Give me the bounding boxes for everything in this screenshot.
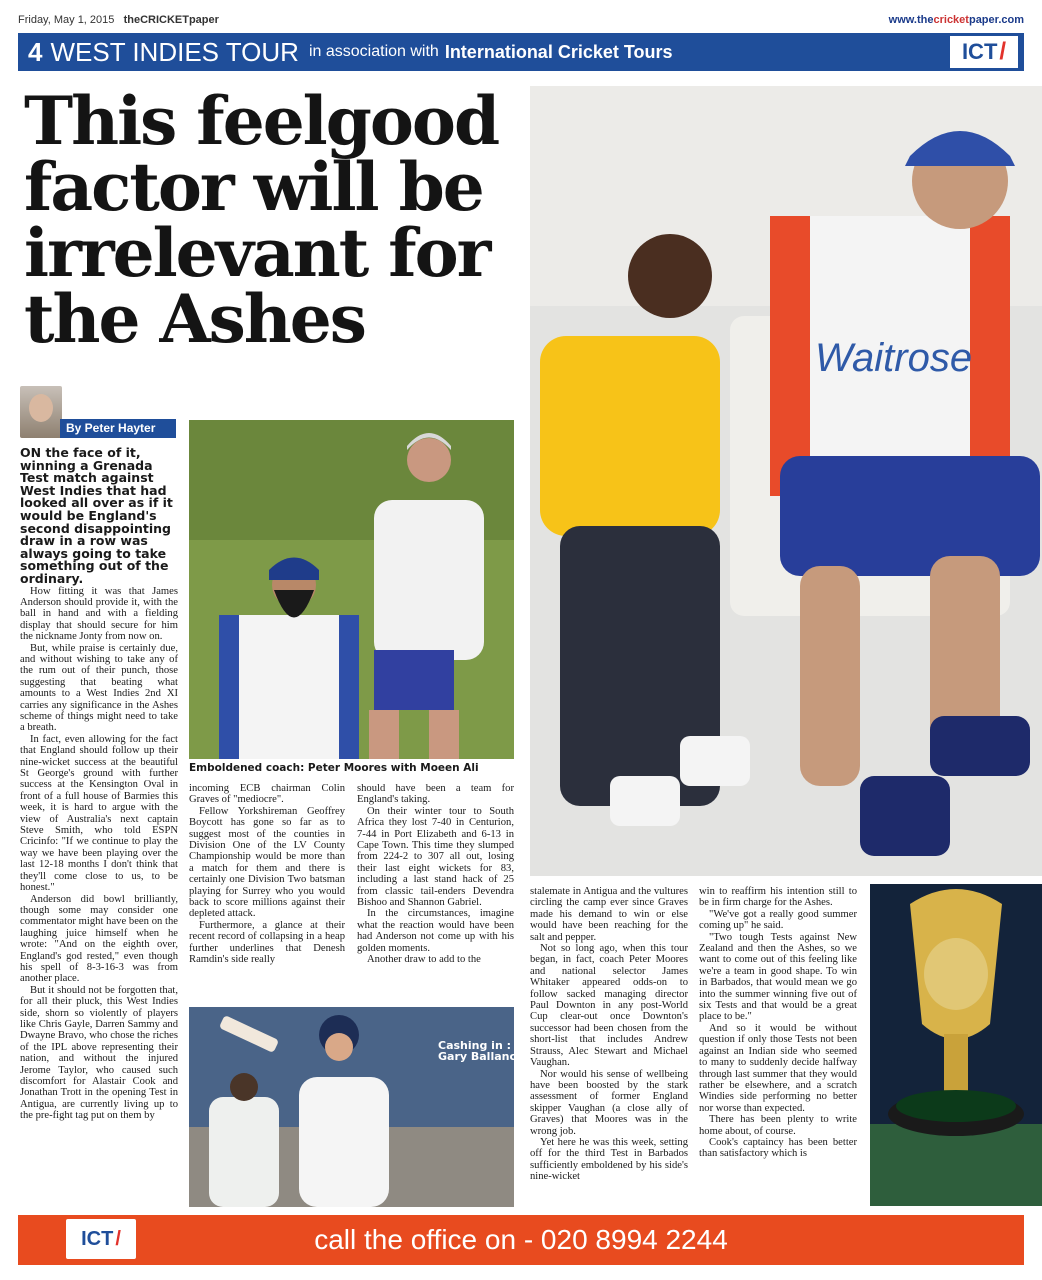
url-highlight: cricket [933, 14, 969, 26]
paragraph: Not so long ago, when this tour began, in fact, coach Peter Moores and national selector James Whitaker appeared odds-on to follow sacked managing director Paul Downton in any post-World Cup clear-out once Downton's successor had been chosen from the short-list that includes Andrew Strauss, Alec Stewart and Michael Vaughan. [530, 943, 688, 1069]
batting-photo-caption [438, 1040, 523, 1062]
author-avatar [20, 386, 62, 438]
coach-photo-caption: Emboldened coach: Peter Moores with Moeen Ali [189, 762, 479, 774]
paragraph: Anderson did bowl brilliantly, though some may consider one commentator might have been on the laughing juice himself when he wrote: "And on the eighth over, England's god rested," even though his spell of 8-3-16-3 was from another place. [20, 893, 178, 985]
website-url[interactable] [889, 14, 1024, 26]
paragraph: And so it would be without question if only those Tests not been against an Indian side who seemed to many to suddenly decide halfway through last summer that they would rather be elsewhere, and a scratch Windies side performing no better nor worse than expected. [699, 1022, 857, 1114]
footer-ict-logo-text: ICT [81, 1227, 114, 1250]
headline: This feelgood factor will be irrelevant for the Ashes [24, 82, 499, 358]
footer-banner [18, 1215, 1024, 1265]
association-text: in association with [308, 43, 439, 60]
footer-ict-logo [66, 1219, 136, 1259]
caption-name: Gary Ballance [438, 1050, 524, 1063]
photo-world-cup-trophy [870, 884, 1042, 1206]
ict-swoosh-icon: / [999, 38, 1007, 65]
url-prefix: www.the [888, 14, 934, 26]
article-column-5 [699, 886, 857, 1160]
ict-logo [950, 36, 1018, 68]
sponsor-name: International Cricket Tours [444, 41, 673, 62]
paragraph: "Two tough Tests against New Zealand and then the Ashes, so we want to come out of this feeling like we're a team in good shape. To win in Barbados, that would mean we go into the summer winning five out of six Tests and that would be a great place to be." [699, 931, 857, 1023]
paragraph: Nor would his sense of wellbeing have been boosted by the stark assessment of former England skipper Vaughan (a close ally of Graves) that Moores was in the wrong job. [530, 1068, 688, 1137]
paragraph: How fitting it was that James Anderson should provide it, with the ball in hand and with a fielding display that should secure for him the nickname Jonty from now on. [20, 585, 178, 643]
lead-paragraph: ON the face of it, winning a Grenada Test match against West Indies that had looked all over as if it would be England's second disappointing draw in a row was always going to take something out of the ordinary. [20, 445, 173, 586]
byline: By Peter Hayter [60, 419, 176, 438]
article-column-1 [20, 447, 178, 1122]
paragraph: On their winter tour to South Africa they lost 7-40 in Centurion, 7-44 in Port Elizabeth and 6-13 in Cape Town. This time they slumped from 224-2 to 307 all out, losing their last eight wickets for 83, including a last stand hack of 25 from classic tail-enders Devendra Bishoo and Shannon Gabriel. [357, 805, 514, 909]
section-banner [18, 33, 1024, 71]
paragraph: But, while praise is certainly due, and without wishing to take any of the rum out of their punch, those suggesting that beating what amounts to a West Indies 2nd XI carries any significance in the Ashes scheme of things might need to take a breath. [20, 642, 178, 734]
footer-phone-text[interactable]: call the office on - 020 8994 2244 [314, 1224, 728, 1255]
issue-date: Friday, May 1, 2015 [18, 14, 115, 26]
article-column-3 [357, 783, 514, 966]
paragraph: Yet here he was this week, setting off for the third Test in Barbados sufficiently emboldened by his side's nine-wicket [530, 1136, 688, 1183]
paragraph: Furthermore, a glance at their recent record of collapsing in a heap further underlines that Denesh Ramdin's side really [189, 919, 345, 966]
ict-swoosh-icon: / [115, 1227, 121, 1250]
paragraph: Another draw to add to the [367, 954, 481, 966]
photo-gary-ballance [189, 1007, 514, 1207]
paragraph: should have been a team for England's taking. [357, 783, 514, 806]
paragraph: Fellow Yorkshireman Geoffrey Boycott has gone so far as to suggest most of the counties in Division One of the LV County Championship would be more than a match for them and there is certainly one Division Two batsman playing for Surrey who you would back to score millions against their depleted attack. [189, 805, 345, 920]
page-number: 4 [28, 36, 43, 67]
shirt-sponsor-text: Waitrose [815, 336, 973, 380]
paragraph: stalemate in Antigua and the vultures circling the camp ever since Graves made his demand to win or else would have been reaching for the salt and pepper. [530, 886, 688, 943]
paragraph: But it should not be forgotten that, for all their pluck, this West Indies side, shorn so violently of players like Chris Gayle, Darren Sammy and Dwayne Bravo, who chose the riches of the IPL above representing their nation, and without the injured Jerome Taylor, who caused such discomfort for Alastair Cook and Jonathan Trott in the opening Test in Antigua, are currently living up to the pre-fight tag put on them by [20, 984, 178, 1122]
article-column-4 [530, 886, 688, 1183]
section-title: WEST INDIES TOUR [50, 36, 299, 67]
paragraph: In fact, even allowing for the fact that England should follow up their nine-wicket success at the beautiful St George's ground with further success at the Kensington Oval in front of a full house of Barmies this week, it is hard to argue with the view of Australia's next captain Steve Smith, who told ESPN Cricinfo: "If we continue to play the way we have been playing over the last 12-18 months I don't think that they'll come close to us, to be honest." [20, 733, 178, 894]
caption-label: Cashing in : [438, 1039, 512, 1052]
paragraph: win to reaffirm his intention still to be in firm charge for the Ashes. [699, 886, 857, 909]
url-suffix: paper.com [968, 14, 1024, 26]
paragraph: Cook's captaincy has been better than satisfactory which is [699, 1136, 857, 1160]
photo-moores-and-moeen [189, 420, 514, 759]
photo-alastair-cook-with-boy [530, 86, 1042, 876]
paper-name: theCRICKETpaper [123, 14, 219, 26]
paragraph: incoming ECB chairman Colin Graves of "mediocre". [189, 783, 345, 806]
paragraph: There has been plenty to write home about, of course. [699, 1114, 857, 1137]
paragraph: In the circumstances, imagine what the reaction would have been had Anderson not come up with his golden moments. [357, 908, 514, 954]
paragraph: "We've got a really good summer coming up" he said. [699, 908, 857, 932]
ict-logo-text: ICT [961, 39, 998, 64]
coach-photo-illustration [189, 420, 514, 759]
article-column-2 [189, 783, 345, 966]
masthead-date-line [18, 14, 219, 26]
main-photo-illustration [530, 86, 1042, 876]
trophy-illustration [870, 884, 1042, 1206]
batting-photo-illustration [189, 1007, 514, 1207]
